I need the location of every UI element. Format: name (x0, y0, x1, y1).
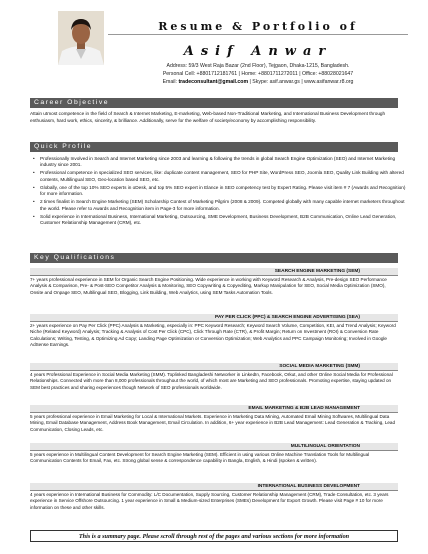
title-divider (108, 34, 408, 35)
section-quick-profile: Quick Profile (30, 142, 398, 152)
email-link[interactable]: tradeconsultant@gmail.com (178, 79, 249, 85)
skype-web: | Skype: asif.anwar.gs | www.asifanwar.r8.org (248, 79, 354, 85)
email-label: Email: (162, 79, 179, 85)
contact-block (108, 62, 408, 86)
qualification-heading: PAY PER CLICK (PPC) & SEARCH ENGINE ADVERTISING (SEA) (30, 314, 398, 321)
person-portrait (58, 11, 104, 65)
name-wrap (108, 40, 408, 59)
candidate-name: Asif Anwar (183, 44, 333, 59)
phone-line: Personal Cell: +8801712181761 | Home: +8801711272011 | Office: +88028021647 (162, 71, 354, 77)
objective-text: Attain utmost competence in the field of Search & Internet Marketing, E-marketing, Web-based Non-Traditional Marketing, and International Business Development through enthusiasm, hard work, ethics, sincerity, & brilliance. Additionally, serve for the welfare of society/economy by accomplishing responsibility. (30, 111, 386, 123)
qualification-heading: SEARCH ENGINE MARKETING (SEM) (30, 268, 398, 275)
qualification-text: 4 years experience in International Business for Commodity: L/C Documentation, Supply Sourcing, Customer Relationship Management (CRM), Trade Consultation, etc. 3 years experience in Service Offshore Outsourcing. 1 year experience in Small & Medium-sized Enterprises (SMEs) Development for Export Growth. Please visit Page # 10 for more information on these and other skills. (30, 492, 389, 510)
summary-footer: This is a summary page. Please scroll through rest of the pages and various sections for more information (30, 530, 398, 542)
list-item: • 2 times finalist in Search Engine Marketing (SEM) Scholarship Contest of Marketing Pilgrim (2008 & 2009). Competed globally with many capable internet marketers throughout the world. Please refer to Awards and Recognition item in Page-3 for more information. (40, 199, 408, 212)
profile-list (30, 156, 408, 228)
qualification-heading: SOCIAL MEDIA MARKETING (SMM) (30, 363, 398, 370)
title-line-1: Resume & Portfolio of (158, 20, 358, 33)
profile-photo (58, 11, 104, 65)
qualification-heading: MULTILINGUAL ORIENTATION (30, 443, 398, 450)
divider (30, 490, 398, 491)
divider (30, 370, 398, 371)
divider (30, 412, 398, 413)
resume-title (108, 20, 408, 33)
divider (30, 321, 398, 322)
section-key-qualifications: Key Qualifications (30, 253, 398, 263)
list-item: • Globally, one of the top 10% SEO experts in oDesk, and top 5% SEO expert in Elance in SEO competency test by Expert Rating. Please visit item # 7 (Awards and Recognition) for more information. (40, 185, 408, 198)
divider (30, 275, 398, 276)
list-item: • Professionally Involved in Search and Internet Marketing since 2003 and learning & following the trends in global Search Engine Optimization (SEO) and Internet Marketing industry since 2001. (40, 156, 408, 169)
qualification-text: 7+ years professional experience in SEM for Organic Search Engine Positioning. Wide experience in working with Keyword Research & Analysis, Pre-design SEO Performance Analysis & Comparison, Pre- & Post-SEO Competitor Analysis & Monitoring, SEO Copywriting & Copyediting, Markup Manipulation for SEO, Social Media Optimization (SMO), Onsite and Onpage SEO, Multilingual SEO, Blogging, Link Building, Web Analytics, using SEM Tasks Automation Tools. (30, 277, 387, 295)
qualification-text: 2+ years experience on Pay Per Click (PPC) Analysis & Marketing, especially in: PPC Keyword Research; Keyword Search Volume, Competition, KEI, and Trend Analysis; Keyword Niche (Related Keyword) Analysis; Tracking & Analysis of Cost Per Click (CPC), Click Through Rate (CTR), & Profit Margin; Return on Investment (ROI) & Conversion Rate Calculations; Writing, Testing, & Optimizing Ad Copy; Landing Page Optimization or Conversion Optimization; Web Analytics and PPC Campaign Monitoring; Involved in Google AdSense Earnings. (30, 323, 396, 348)
email-line (108, 78, 408, 86)
qualification-heading: INTERNATIONAL BUSINESS DEVELOPMENT (30, 483, 398, 490)
divider (30, 450, 398, 451)
qualification-text: 4 years Professional Experience in Social Media Marketing (SMM). Toplinked Bangladeshi Networker in LinkedIn, Facebook, Orkut, and other Online Social Media for Professional Relationships. Connected with more than 8,000 professionals throughout the world, of which most are Marketing and SEO professionals. Promoting expertise, staying updated on SEM best practices and sharing experiences though Network of SEO professionals worldwide. (30, 372, 393, 390)
list-item: • Professional competence in specialized SEO services, like: duplicate content management, SEO for PHP Site, WordPress SEO, Joomla SEO, Quality Link Building with altered contents, Multilingual SEO, Geo-location based SEO, etc. (40, 170, 408, 183)
qualification-text: 5 years experience in Multilingual Content Development for Search Engine Marketing (SEM). Efficient in using various Online Machine Translation Tools for Multilingual Communication Contents for Email, Fax, etc. Strong global sense & correspondence capability in Bangla, English, & Hindi (spoken & written). (30, 452, 370, 464)
address-line: Address: 59/3 West Raja Bazar (2nd Floor), Tejgaon, Dhaka-1215, Bangladesh. (166, 63, 350, 69)
list-item: • Solid experience in International Business, International Marketing, Outsourcing, SME Development, Business Development, B2B Communication, Online Lead Generation, Customer Relationship Management (CRM), etc. (40, 214, 408, 227)
qualification-text: 5 years professional experience in Email Marketing for Local & International Markets. Experience in Marketing Data Mining, Automated Email Mining Softwares, Multilingual Data Mining, Email Database Management, Address Book Management, Email Circulation. In addition, 6+ year experience in B2B Lead Management: Lead Generation & Tracking, Lead Communication, Closing Leads, etc. (30, 414, 396, 432)
section-career-objective: Career Objective (30, 98, 398, 108)
qualification-heading: EMAIL MARKETING & B2B LEAD MANAGEMENT (30, 405, 398, 412)
